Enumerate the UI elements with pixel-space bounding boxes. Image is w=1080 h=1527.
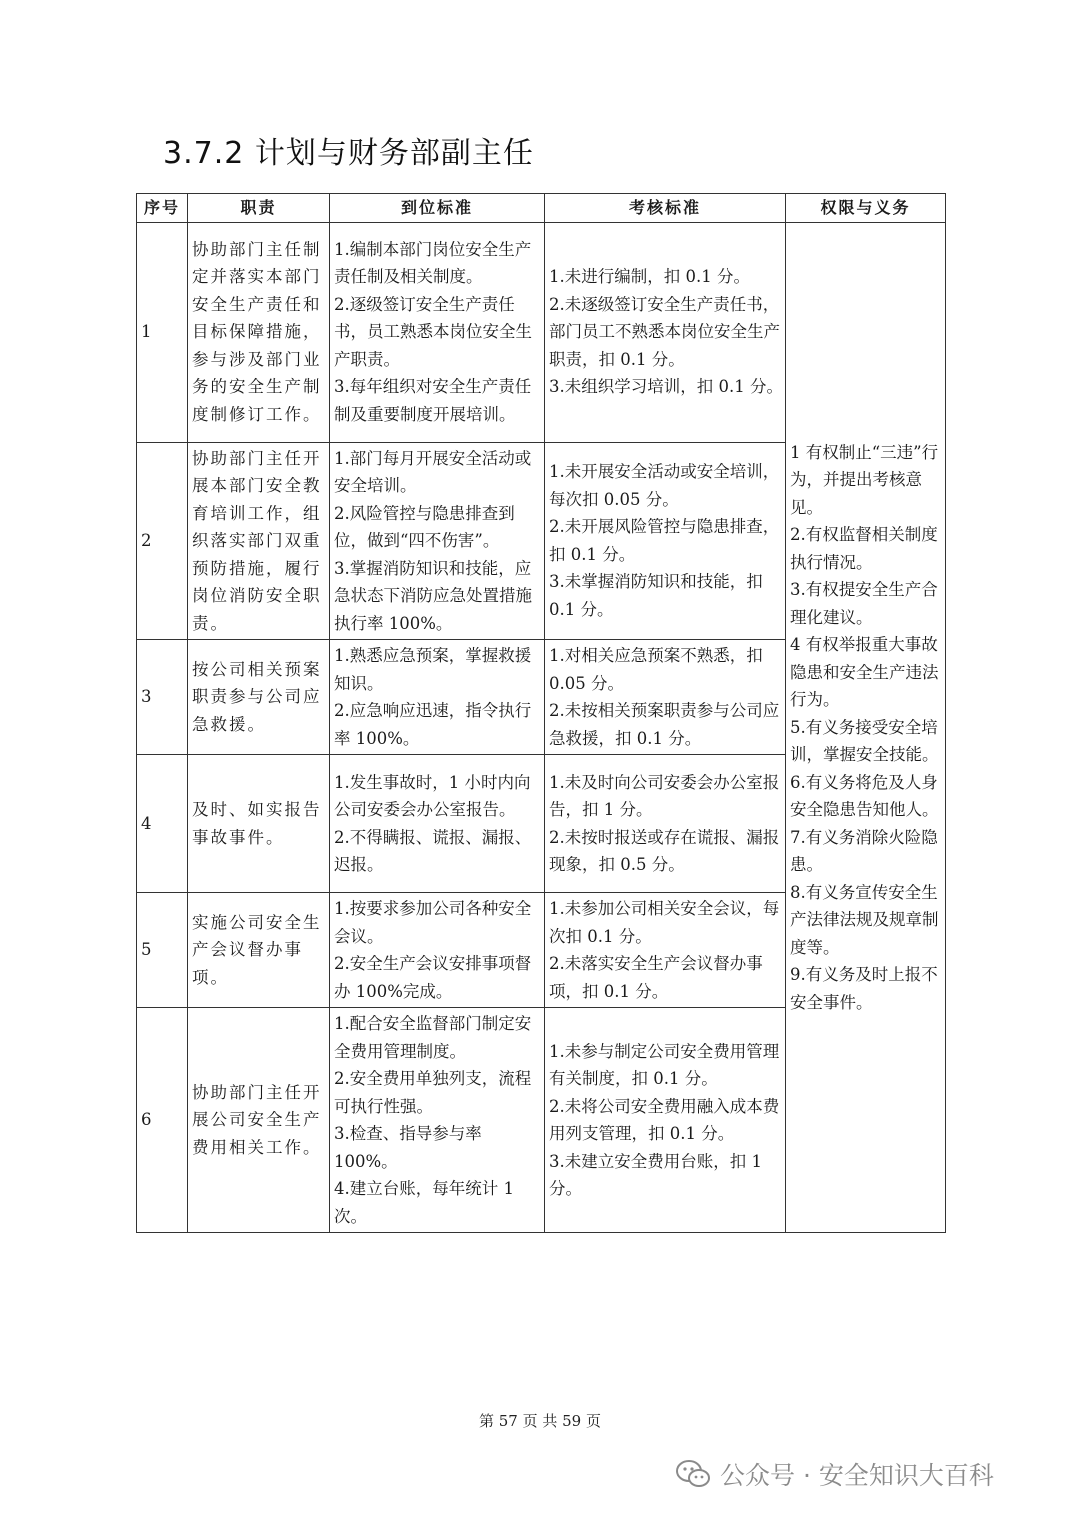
rights-item: 1 有权制止“三违”行为，并提出考核意见。: [790, 442, 939, 517]
duty-cell: 及时、如实报告事故事件。: [188, 755, 330, 893]
assessment-item: 3.未组织学习培训，扣 0.1 分。: [549, 377, 783, 397]
duty-cell: 按公司相关预案职责参与公司应急救援。: [188, 640, 330, 755]
header-duty: 职责: [188, 194, 330, 223]
assessment-cell: [545, 1008, 786, 1233]
standard-cell: [330, 755, 545, 893]
row-number: 3: [137, 640, 188, 755]
page-number: 第 57 页 共 59 页: [478, 1412, 601, 1430]
assessment-item: 1.未参加公司相关安全会议，每次扣 0.1 分。: [549, 899, 780, 946]
standard-cell: [330, 442, 545, 640]
header-num: 序号: [137, 194, 188, 223]
standard-item: 3.每年组织对安全生产责任制及重要制度开展培训。: [334, 377, 532, 424]
assessment-item: 1.未参与制定公司安全费用管理有关制度，扣 0.1 分。: [549, 1041, 780, 1088]
row-number: 2: [137, 442, 188, 640]
assessment-cell: [545, 893, 786, 1008]
assessment-item: 3.未掌握消防知识和技能，扣 0.1 分。: [549, 572, 763, 619]
standard-item: 2.安全费用单独列支，流程可执行性强。: [334, 1069, 532, 1116]
standard-item: 1.编制本部门岗位安全生产责任制及相关制度。: [334, 239, 532, 287]
row-number: 5: [137, 893, 188, 1008]
standard-item: 4.建立台账，每年统计 1 次。: [334, 1179, 514, 1226]
duty-cell: 协助部门主任开展本部门安全教育培训工作，组织落实部门双重预防措施，履行岗位消防安全职责。: [188, 442, 330, 640]
header-standard: 到位标准: [330, 194, 545, 223]
duty-cell: 协助部门主任制定并落实本部门安全生产责任和目标保障措施，参与涉及部门业务的安全生产制度制修订工作。: [188, 222, 330, 442]
rights-item: 7.有义务消除火险隐患。: [790, 827, 938, 874]
standard-cell: [330, 1008, 545, 1233]
section-title: 3.7.2 计划与财务部副主任: [163, 136, 534, 171]
assessment-cell: [545, 442, 786, 640]
header-assessment: 考核标准: [545, 194, 786, 223]
rights-item: 9.有义务及时上报不安全事件。: [790, 965, 938, 1012]
standard-item: 2.安全生产会议安排事项督办 100%完成。: [334, 954, 532, 1001]
rights-item: 4 有权举报重大事故隐患和安全生产违法行为。: [790, 635, 939, 709]
assessment-cell: [545, 755, 786, 893]
standard-item: 3.检查、指导参与率 100%。: [334, 1124, 482, 1171]
standard-item: 2.应急响应迅速，指令执行率 100%。: [334, 701, 532, 748]
assessment-item: 2.未开展风险管控与隐患排查，扣 0.1 分。: [549, 517, 780, 564]
rights-item: 6.有义务将危及人身安全隐患告知他人。: [790, 772, 939, 819]
rights-item: 5.有义务接受安全培训，掌握安全技能。: [790, 717, 939, 764]
rights-cell: [786, 222, 946, 1233]
duty-cell: 协助部门主任开展公司安全生产费用相关工作。: [188, 1008, 330, 1233]
standard-item: 2.不得瞒报、谎报、漏报、迟报。: [334, 827, 532, 874]
row-number: 6: [137, 1008, 188, 1233]
standard-item: 1.熟悉应急预案，掌握救援知识。: [334, 646, 532, 693]
responsibility-table: [136, 193, 946, 1233]
duty-cell: 实施公司安全生产会议督办事项。: [188, 893, 330, 1008]
assessment-item: 1.对相关应急预案不熟悉，扣 0.05 分。: [549, 646, 763, 693]
table-row: [137, 222, 946, 442]
row-number: 4: [137, 755, 188, 893]
standard-item: 1.配合安全监督部门制定安全费用管理制度。: [334, 1014, 532, 1061]
watermark: [676, 1454, 994, 1494]
standard-cell: [330, 640, 545, 755]
rights-item: 2.有权监督相关制度执行情况。: [790, 525, 938, 572]
assessment-item: 1.未及时向公司安委会办公室报告，扣 1 分。: [549, 772, 780, 819]
assessment-cell: [545, 640, 786, 755]
assessment-item: 3.未建立安全费用台账，扣 1 分。: [549, 1151, 762, 1198]
assessment-item: 2.未逐级签订安全生产责任书，部门员工不熟悉本岗位安全生产职责，扣 0.1 分。: [549, 294, 780, 369]
rights-item: 8.有义务宣传安全生产法律法规及规章制度等。: [790, 882, 939, 957]
wechat-icon: [676, 1459, 710, 1489]
assessment-item: 1.未开展安全活动或安全培训，每次扣 0.05 分。: [549, 462, 780, 509]
standard-item: 3.掌握消防知识和技能，应急状态下消防应急处置措施执行率 100%。: [334, 558, 532, 633]
standard-item: 1.部门每月开展安全活动或安全培训。: [334, 448, 532, 495]
standard-item: 1.发生事故时，1 小时内向公司安委会办公室报告。: [334, 772, 531, 819]
standard-item: 2.风险管控与隐患排查到位，做到“四不伤害”。: [334, 503, 515, 550]
assessment-item: 2.未按相关预案职责参与公司应急救援，扣 0.1 分。: [549, 701, 780, 748]
assessment-item: 2.未将公司安全费用融入成本费用列支管理，扣 0.1 分。: [549, 1096, 780, 1143]
assessment-item: 2.未落实安全生产会议督办事项，扣 0.1 分。: [549, 954, 763, 1001]
assessment-item: 2.未按时报送或存在谎报、漏报现象，扣 0.5 分。: [549, 827, 780, 874]
header-rights: 权限与义务: [786, 194, 946, 223]
assessment-item: 1.未进行编制，扣 0.1 分。: [549, 267, 750, 287]
assessment-cell: [545, 222, 786, 442]
standard-item: 1.按要求参加公司各种安全会议。: [334, 899, 532, 946]
watermark-text: 公众号 · 安全知识大百科: [720, 1461, 994, 1490]
standard-cell: [330, 222, 545, 442]
rights-item: 3.有权提安全生产合理化建议。: [790, 580, 938, 627]
row-number: 1: [137, 222, 188, 442]
table-header-row: [137, 194, 946, 223]
standard-cell: [330, 893, 545, 1008]
standard-item: 2.逐级签订安全生产责任书，员工熟悉本岗位安全生产职责。: [334, 294, 532, 369]
